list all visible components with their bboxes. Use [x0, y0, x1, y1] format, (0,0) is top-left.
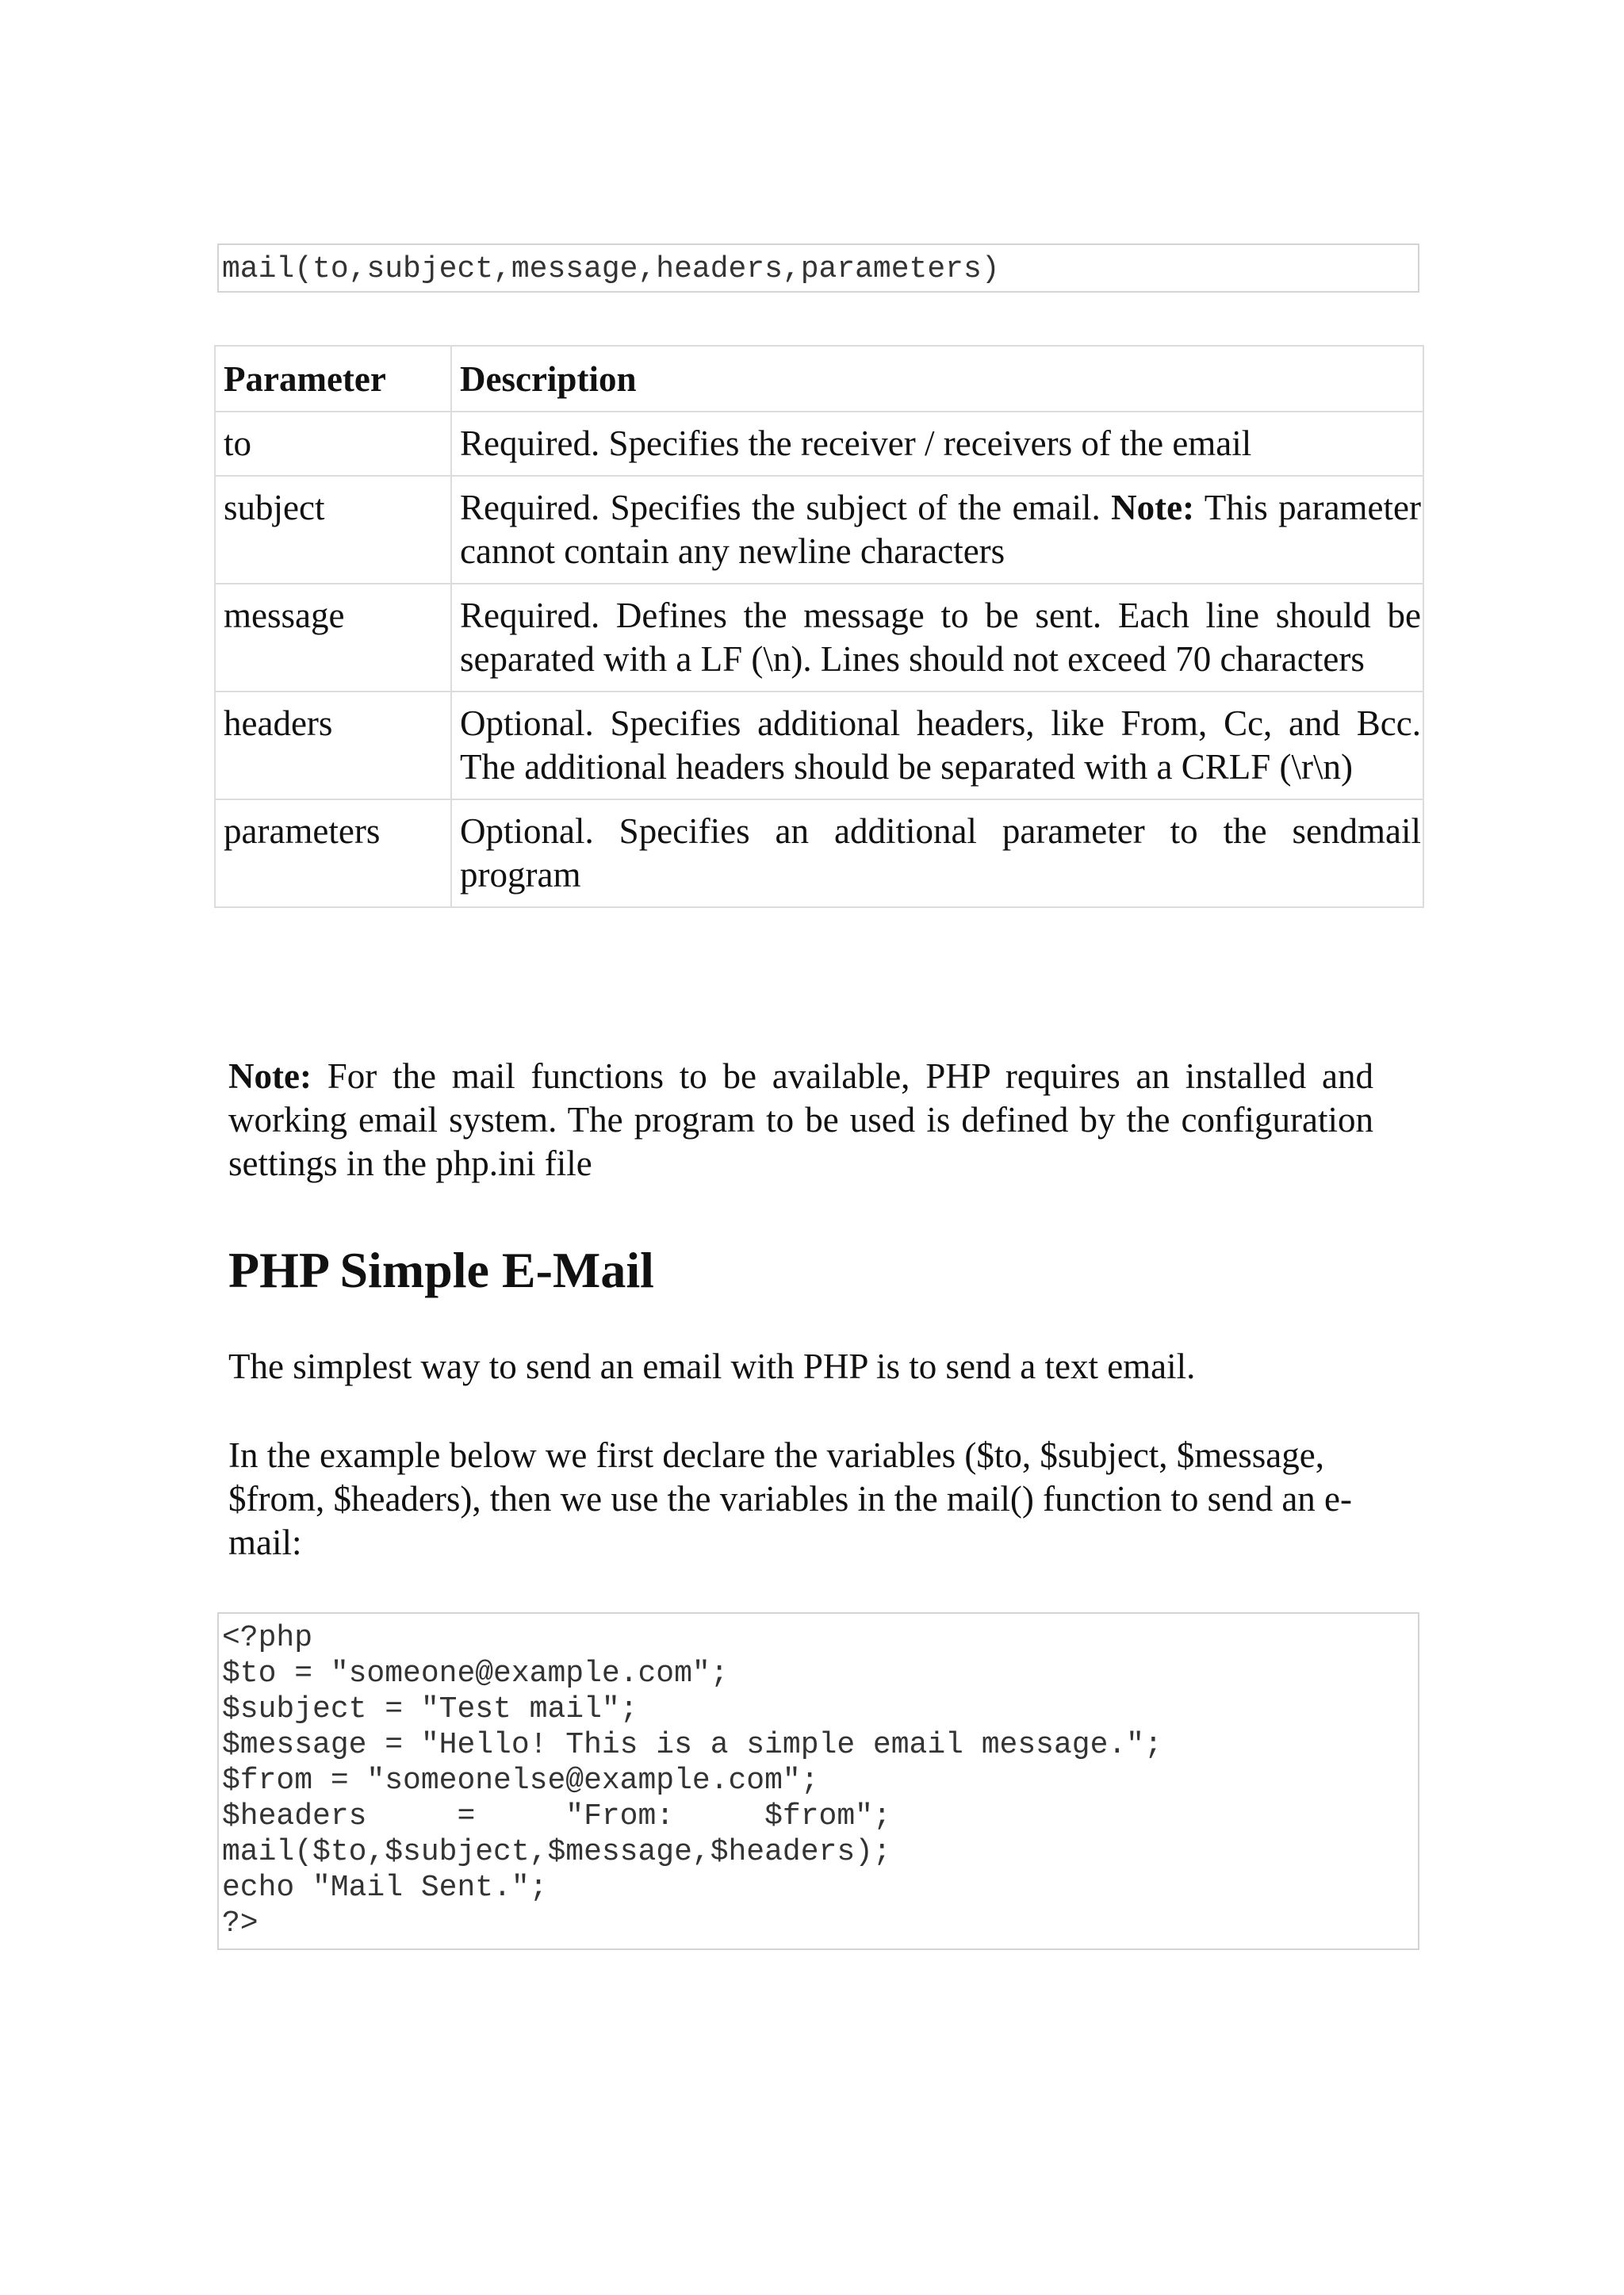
code-line: $subject = "Test mail"; [222, 1692, 638, 1726]
function-signature-code: mail(to,subject,message,headers,parameters) [217, 243, 1419, 293]
code-line: ?> [222, 1906, 259, 1941]
example-intro-paragraph: In the example below we first declare the variables ($to, $subject, $message, $from, $headers), then we use the variables in the mail() function to send an e-mail: [228, 1435, 1353, 1562]
param-name: headers [215, 692, 451, 799]
table-row [215, 799, 1423, 907]
param-note-label: Note: [1111, 488, 1195, 527]
param-name: message [215, 584, 451, 692]
param-description-text: Required. Specifies the subject of the email. [460, 488, 1101, 527]
intro-paragraph: The simplest way to send an email with PHP is to send a text email. [228, 1347, 1196, 1386]
column-header-parameter: Parameter [215, 346, 451, 412]
param-description: Required. Specifies the receiver / receivers of the email [451, 412, 1423, 476]
param-note-text: This parameter cannot contain any newline characters [460, 488, 1421, 571]
param-name: subject [215, 476, 451, 584]
param-description [451, 476, 1423, 584]
code-line: $message = "Hello! This is a simple email message."; [222, 1728, 1162, 1762]
param-description: Optional. Specifies an additional parameter to the sendmail program [451, 799, 1423, 907]
code-line: mail($to,$subject,$message,$headers); [222, 1835, 891, 1869]
table-row [215, 412, 1423, 476]
param-name: parameters [215, 799, 451, 907]
section-heading: PHP Simple E-Mail [228, 1242, 654, 1298]
table-row [215, 692, 1423, 799]
param-description: Optional. Specifies additional headers, like From, Cc, and Bcc. The additional headers should be separated with a CRLF (\r\n) [451, 692, 1423, 799]
table-header-row [215, 346, 1423, 412]
note-label: Note: [228, 1056, 312, 1096]
code-line: $from = "someonelse@example.com"; [222, 1764, 819, 1798]
param-description: Required. Defines the message to be sent. Each line should be separated with a LF (\n). Lines should not exceed 70 characters [451, 584, 1423, 692]
parameters-table [214, 345, 1424, 908]
code-line: echo "Mail Sent."; [222, 1871, 548, 1905]
table-row [215, 584, 1423, 692]
code-line: <?php [222, 1621, 313, 1655]
note-paragraph [228, 1055, 1373, 1186]
code-example [217, 1612, 1419, 1950]
code-line: $to = "someone@example.com"; [222, 1657, 729, 1691]
code-line: $headers = "From: $from"; [222, 1799, 891, 1833]
param-name: to [215, 412, 451, 476]
column-header-description: Description [451, 346, 1423, 412]
table-row [215, 476, 1423, 584]
note-text: For the mail functions to be available, PHP requires an installed and working email system. The program to be used is defined by the configuration settings in the php.ini file [228, 1056, 1373, 1183]
